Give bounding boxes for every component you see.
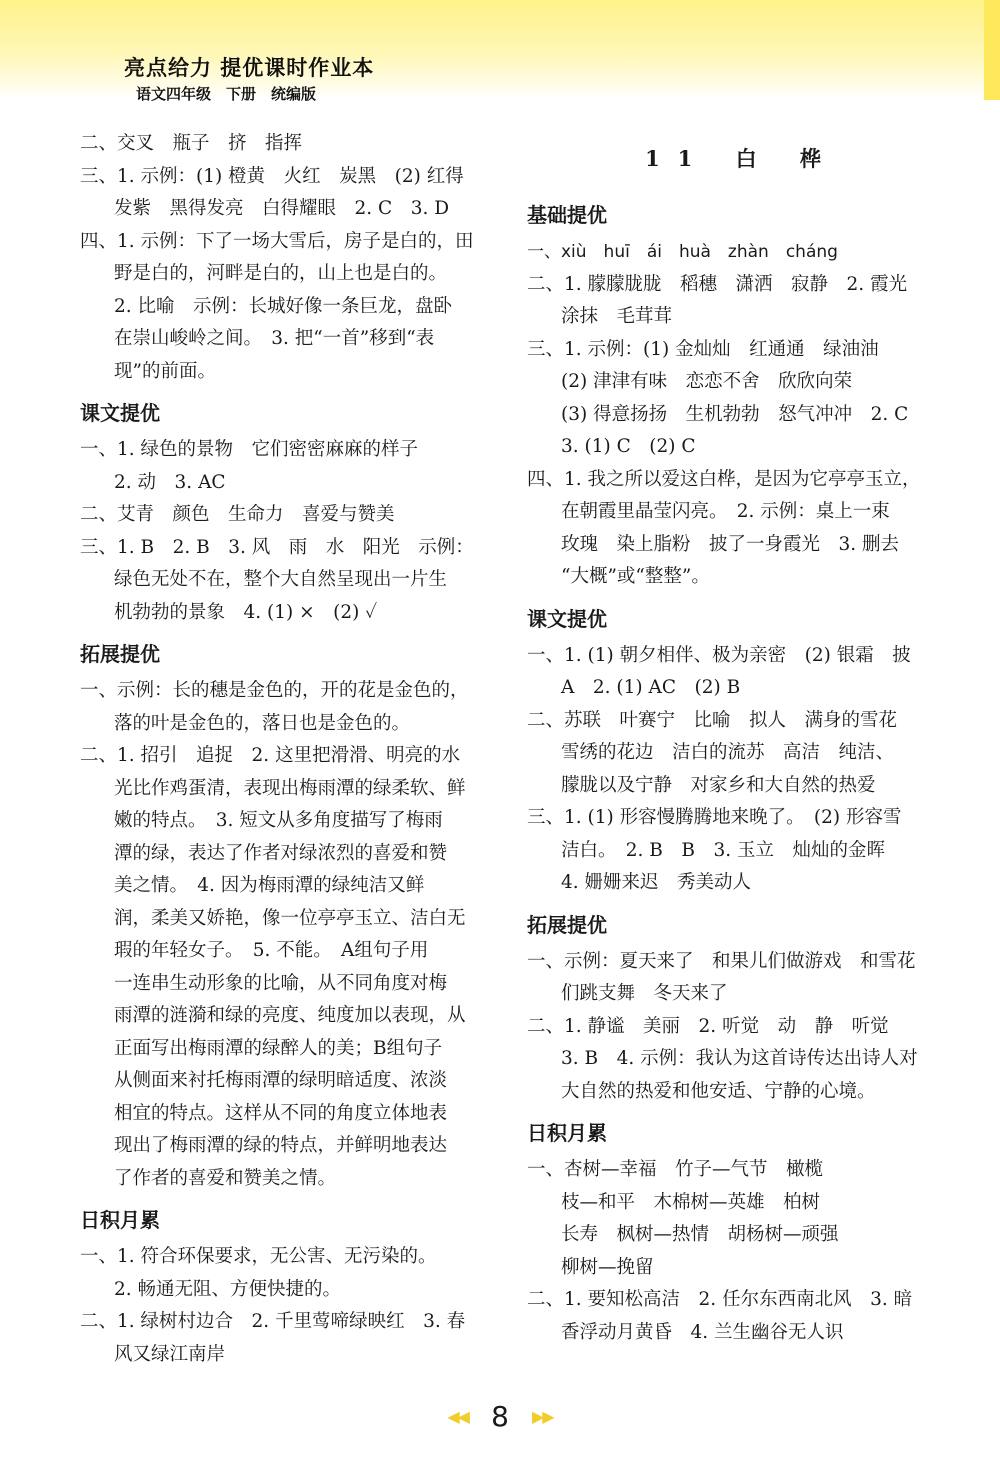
page-header (0, 0, 1000, 103)
answer-line: 绿色无处不在，整个大自然呈现出一片生 (114, 569, 448, 590)
answer-line: 四、1. 示例：下了一场大雪后，房子是白的，田 (80, 230, 474, 252)
page-footer (0, 1400, 1000, 1444)
answer-line: 们跳支舞 冬天来了 (561, 983, 728, 1004)
answer-line: 野是白的，河畔是白的，山上也是白的。 (114, 263, 448, 284)
answer-line: 洁白。 2. B B 3. 玉立 灿灿的金晖 (561, 839, 886, 861)
answer-line: 潭的绿，表达了作者对绿浓烈的喜爱和赞 (114, 842, 448, 864)
answer-line: 现出了梅雨潭的绿的特点，并鲜明地表达 (114, 1135, 448, 1156)
answer-line: 长寿 枫树—热情 胡杨树—顽强 (561, 1224, 839, 1245)
answer-line: 大自然的热爱和他安适、宁静的心境。 (561, 1080, 876, 1102)
section-heading-tuozhan: 拓展提优 (527, 912, 607, 937)
answer-line: (2) 津津有味 恋恋不舍 欣欣向荣 (561, 371, 853, 392)
answer-line: 三、1. 示例：(1) 橙黄 火红 炭黑 (2) 红得 (80, 165, 464, 187)
answer-line: 香浮动月黄昏 4. 兰生幽谷无人识 (561, 1321, 844, 1343)
answer-line: 正面写出梅雨潭的绿醉人的美；B组句子 (114, 1037, 443, 1059)
answer-line: 雪绣的花边 洁白的流苏 高洁 纯洁、 (561, 742, 895, 763)
answer-line: 美之情。 4. 因为梅雨潭的绿纯洁又鲜 (114, 875, 425, 896)
answer-line: 在朝霞里晶莹闪亮。 2. 示例：桌上一束 (561, 501, 890, 522)
left-column (80, 128, 490, 1371)
answer-line: 2. 动 3. AC (114, 471, 226, 493)
section-heading-riji: 日积月累 (80, 1208, 160, 1232)
answer-line: 2. 畅通无阻、方便快捷的。 (114, 1278, 342, 1300)
answer-line: 一、杏树—幸福 竹子—气节 橄榄 (527, 1159, 824, 1180)
answer-line: 一、1. (1) 朝夕相伴、极为亲密 (2) 银霜 披 (527, 644, 911, 666)
answer-line: 润，柔美又娇艳，像一位亭亭玉立、洁白无 (114, 907, 466, 929)
answer-line: 了作者的喜爱和赞美之情。 (114, 1167, 337, 1189)
answer-line: 枝—和平 木棉树—英雄 柏树 (561, 1191, 821, 1213)
section-heading-kewen: 课文提优 (80, 401, 160, 425)
right-column (527, 128, 937, 1349)
answer-line: 瑕的年轻女子。 5. 不能。 A组句子用 (114, 940, 429, 961)
answer-line: 3. (1) C (2) C (561, 436, 696, 457)
answer-line: 二、1. 要知松高洁 2. 任尔东西南北风 3. 暗 (527, 1289, 913, 1310)
answer-line: 一、示例：夏天来了 和果儿们做游戏 和雪花 (527, 950, 916, 972)
answer-line: 机勃勃的景象 4. (1) × (2) ✓ (114, 601, 378, 623)
section-heading-riji: 日积月累 (527, 1121, 607, 1145)
answer-line: 二、1. 静谧 美丽 2. 听觉 动 静 听觉 (527, 1015, 889, 1037)
answer-line: 二、交叉 瓶子 挤 指挥 (80, 133, 303, 154)
answer-line: 二、1. 绿树村边合 2. 千里莺啼绿映红 3. 春 (80, 1311, 466, 1332)
answer-line: 三、1. B 2. B 3. 风 雨 水 阳光 示例： (80, 536, 474, 558)
pinyin-answer-line: 一、xiù huī ái huà zhàn cháng (527, 242, 838, 262)
answer-line: 一连串生动形象的比喻，从不同角度对梅 (114, 972, 448, 994)
answer-line: 光比作鸡蛋清，表现出梅雨潭的绿柔软、鲜 (114, 777, 466, 799)
answer-line: 玫瑰 染上脂粉 披了一身霞光 3. 删去 (561, 533, 900, 555)
answer-line: 发紫 黑得发亮 白得耀眼 2. C 3. D (114, 198, 450, 219)
answer-line: A 2. (1) AC (2) B (561, 677, 741, 698)
answer-line: 涂抹 毛茸茸 (561, 306, 673, 327)
answer-line: 2. 比喻 示例：长城好像一条巨龙，盘卧 (114, 295, 453, 317)
answer-line: 风又绿江南岸 (114, 1343, 226, 1365)
answer-line: 相宜的特点。这样从不同的角度立体地表 (114, 1102, 448, 1124)
section-heading-jichu: 基础提优 (527, 203, 607, 227)
answer-line: 在崇山峻岭之间。 3. 把“一首”移到“表 (114, 328, 435, 349)
answer-line: 一、1. 绿色的景物 它们密密麻麻的样子 (80, 439, 419, 460)
answer-line: (3) 得意扬扬 生机勃勃 怒气冲冲 2. C (561, 403, 909, 425)
page-number: 8 (491, 1400, 509, 1433)
answer-line: 二、1. 招引 追捉 2. 这里把滑滑、明亮的水 (80, 745, 461, 766)
left-arrows-icon: ◀◀ (447, 1407, 468, 1426)
answer-line: 一、示例：长的穗是金色的，开的花是金色的， (80, 680, 469, 701)
answer-line: “大概”或“整整”。 (561, 566, 710, 587)
answer-line: 现”的前面。 (114, 360, 216, 382)
answer-line: 二、艾青 颜色 生命力 喜爱与赞美 (80, 504, 395, 525)
section-heading-kewen: 课文提优 (527, 606, 607, 631)
answer-line: 朦胧以及宁静 对家乡和大自然的热爱 (561, 774, 876, 796)
lesson-title: 11 白 桦 (645, 146, 839, 171)
section-heading-tuozhan: 拓展提优 (80, 642, 160, 666)
right-arrows-icon: ▶▶ (532, 1407, 553, 1426)
book-title: 亮点给力 提优课时作业本 (124, 56, 375, 80)
answer-line: 三、1. (1) 形容慢腾腾地来晚了。 (2) 形容雪 (527, 807, 902, 828)
answer-line: 落的叶是金色的，落日也是金色的。 (114, 712, 411, 734)
answer-line: 4. 姗姗来迟 秀美动人 (561, 872, 752, 893)
answer-line: 嫩的特点。 3. 短文从多角度描写了梅雨 (114, 810, 443, 831)
answer-line: 从侧面来衬托梅雨潭的绿明暗适度、浓淡 (114, 1070, 448, 1091)
answer-line: 二、1. 朦朦胧胧 稻穗 潇洒 寂静 2. 霞光 (527, 273, 908, 295)
answer-line: 雨潭的涟漪和绿的亮度、纯度加以表现，从 (114, 1005, 466, 1026)
answer-line: 三、1. 示例：(1) 金灿灿 红通通 绿油油 (527, 338, 879, 360)
answer-line: 3. B 4. 示例：我认为这首诗传达出诗人对 (561, 1048, 918, 1069)
answer-line: 四、1. 我之所以爱这白桦，是因为它亭亭玉立， (527, 468, 921, 490)
answer-line: 柳树—挽留 (561, 1256, 654, 1278)
answer-line: 一、1. 符合环保要求，无公害、无污染的。 (80, 1246, 437, 1267)
edge-tab-strip (984, 0, 1000, 100)
answer-line: 二、苏联 叶赛宁 比喻 拟人 满身的雪花 (527, 709, 898, 731)
book-subtitle: 语文四年级 下册 统编版 (136, 85, 317, 103)
